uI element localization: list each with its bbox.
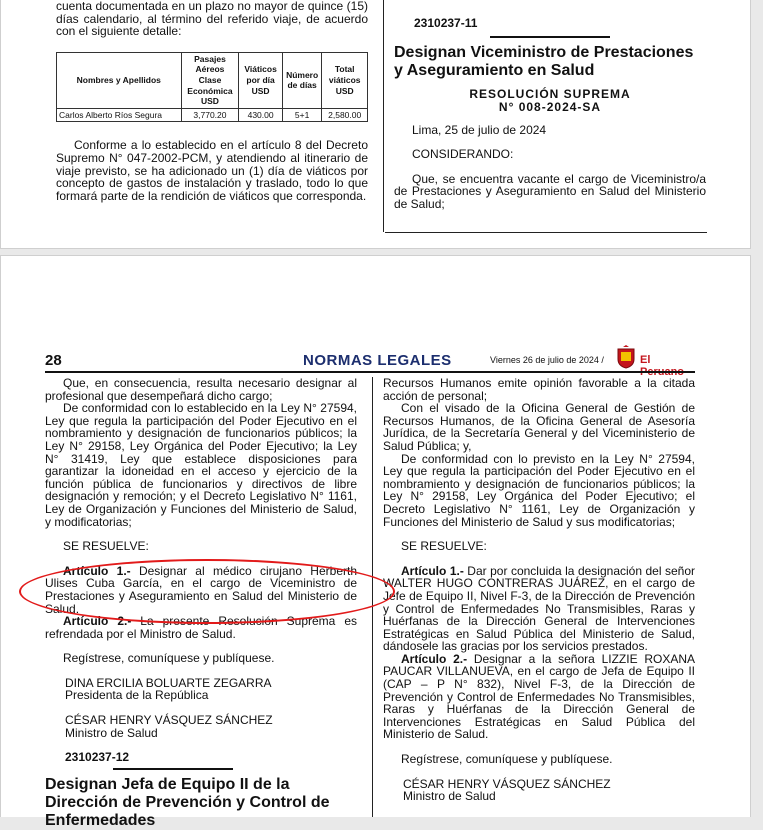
paragraph: Que, se encuentra vacante el cargo de Viceministro/a de Prestaciones y Aseguramiento en Salud del Ministerio de Salud;: [394, 171, 706, 211]
table-cell: 5+1: [282, 108, 322, 122]
paragraph: Con el visado de la Oficina General de Gestión de Recursos Humanos, de la Oficina General de Asesoría Jurídica, de la Secretaría General y del Viceministerio de Salud Pública; y,: [383, 401, 695, 453]
page-sheet-bottom: [0, 255, 751, 829]
table-cell: Carlos Alberto Ríos Segura: [57, 108, 182, 122]
resolution-number: N° 008-2024-SA: [498, 99, 602, 114]
paragraph: De conformidad con lo establecido en la Ley N° 27594, Ley que regula la participación del Poder Ejecutivo en el nombramiento y designación de funcionarios públicos; la Ley N° 29158, Ley Orgánica del Poder Ejecutivo; la Ley N° 31419, Ley que establece disposiciones para garantizar la idoneidad en el acceso y ejercicio de la función pública de funcionarios y directivos de libre designación y remoción; y el Decreto Legislativo N° 1161, Ley de Organización y Funciones del Ministerio de Salud, y modificatorias;: [45, 401, 357, 529]
brand-name: El: [640, 354, 651, 366]
article-label: Artículo 1.-: [63, 563, 131, 578]
article-1: [45, 565, 357, 615]
article-text: Dar por concluida la designación del señor WALTER HUGO CONTRERAS JUÁREZ, en el cargo de Jefe de Equipo II, Nivel F-3, de la Dirección de Prevención y Control de Enfermedades No Transmisibles, Raras y Huérfanas de la Dirección General de Intervenciones Estratégicas en Salud Pública del Ministerio de Salud, dándosele las gracias por los servicios prestados.: [383, 563, 696, 654]
bottom-left-column: [45, 377, 357, 830]
viaticos-table: [56, 52, 368, 123]
se-resuelve-heading: SE RESUELVE:: [401, 539, 487, 554]
column-header: Total viáticos USD: [322, 52, 368, 108]
article-2: [383, 653, 695, 741]
table-cell: 2,580.00: [322, 108, 368, 122]
el-peruano-emblem-icon: [615, 345, 637, 374]
article-text: Designar a la señora LIZZIE ROXANA PAUCAR VILLANUEVA, en el cargo de Jefa de Equipo II (CAP – P N° 832), Nivel F-3, de la Dirección de Prevención y Control de Enfermedades No Transmisibles, Raras y Huérfanas de la Dirección General de Intervenciones Estratégicas en Salud Pública del Ministerio de Salud.: [383, 651, 696, 742]
column-header: Número de días: [282, 52, 322, 108]
document-code: 2310237-12: [65, 750, 130, 765]
resolution-heading: RESOLUCIÓN SUPREMA: [469, 86, 631, 101]
paragraph: Conforme a lo establecido en el artículo 8 del Decreto Supremo N° 047-2002-PCM, y atendiendo al itinerario de viaje previsto, se ha adicionado un (1) día de viáticos por concepto de gastos de instalación y traslado, todo lo que formará parte de la rendición de viáticos que corresponda.: [56, 138, 368, 203]
page-number: 28: [45, 352, 62, 369]
document-code: 2310237-11: [414, 16, 478, 30]
paragraph: cuenta documentada en un plazo no mayor de quince (15) días calendario, al término del referido viaje, de acuerdo con el siguiente detalle:: [56, 0, 368, 39]
document-title: Designan Jefa de Equipo II de la Dirección de Prevención y Control de Enfermedades: [45, 775, 330, 829]
article-2: [45, 615, 357, 640]
table-row: [57, 108, 368, 122]
paragraph: De conformidad con lo previsto en la Ley N° 27594, Ley que regula la participación del Poder Ejecutivo en el nombramiento y designación de funcionarios públicos; la Ley N° 29158, Ley Orgánica del Poder Ejecutivo; el Decreto Legislativo N° 1161, Ley de Organización y Funciones del Ministerio de Salud y sus modificatorias;: [383, 451, 695, 529]
paragraph: Recursos Humanos emite opinión favorable a la citada acción de personal;: [383, 376, 695, 403]
table-header-row: [57, 52, 368, 108]
place-date: Lima, 25 de julio de 2024: [412, 122, 547, 137]
section-title: NORMAS LEGALES: [303, 352, 452, 369]
page-sheet-top: [0, 0, 751, 249]
column-header: Viáticos por día USD: [239, 52, 283, 108]
paragraph: Que, en consecuencia, resulta necesario designar al profesional que desempeñará dicho cargo;: [45, 376, 357, 403]
signatory-role: Presidenta de la República: [65, 688, 209, 703]
header-rule: [45, 371, 695, 373]
column-bottom-rule: [385, 232, 707, 233]
article-1: [383, 565, 695, 653]
column-divider: [383, 0, 384, 232]
signatory-role: Ministro de Salud: [403, 789, 496, 804]
column-divider: [372, 377, 373, 817]
header-date: Viernes 26 de julio de 2024 /: [490, 355, 604, 365]
signatory-name: CÉSAR HENRY VÁSQUEZ SÁNCHEZ: [403, 776, 611, 791]
article-label: Artículo 1.-: [401, 563, 464, 578]
page-header: [45, 352, 695, 370]
table-cell: 430.00: [239, 108, 283, 122]
top-left-column: [56, 0, 368, 202]
table-cell: 3,770.20: [181, 108, 239, 122]
column-header: Nombres y Apellidos: [57, 52, 182, 108]
article-label: Artículo 2.-: [63, 614, 132, 629]
considerando-heading: CONSIDERANDO:: [412, 147, 514, 162]
article-text: Designar al médico cirujano Herberth Ulises Cuba García, en el cargo de Viceministro de Prestaciones y Aseguramiento en Salud del Ministerio de Salud.: [45, 563, 357, 616]
top-right-column: [394, 0, 706, 211]
se-resuelve-heading: SE RESUELVE:: [63, 539, 149, 554]
closing-line: Regístrese, comuníquese y publíquese.: [401, 752, 613, 767]
document-title: Designan Viceministro de Prestaciones y Aseguramiento en Salud: [394, 43, 694, 79]
column-header: Pasajes Aéreos Clase Económica USD: [181, 52, 239, 108]
article-label: Artículo 2.-: [401, 651, 468, 666]
signatory-name: DINA ERCILIA BOLUARTE ZEGARRA: [65, 675, 272, 690]
bottom-right-column: [383, 377, 695, 803]
signatory-role: Ministro de Salud: [65, 725, 158, 740]
article-text: La presente Resolución Suprema es refrendada por el Ministro de Salud.: [45, 614, 358, 641]
signatory-name: CÉSAR HENRY VÁSQUEZ SÁNCHEZ: [65, 713, 273, 728]
closing-line: Regístrese, comuníquese y publíquese.: [63, 651, 275, 666]
